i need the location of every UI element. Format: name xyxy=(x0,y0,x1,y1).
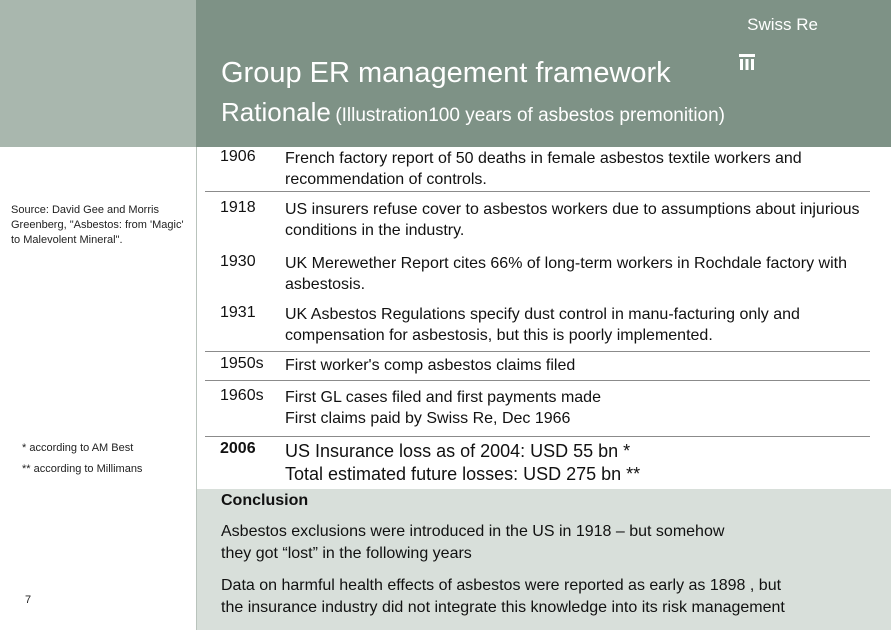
page-title: Group ER management framework xyxy=(221,57,671,89)
timeline-divider xyxy=(205,436,870,437)
conclusion-panel xyxy=(197,489,891,630)
conclusion-heading: Conclusion xyxy=(221,492,309,509)
timeline-text xyxy=(285,387,870,429)
conclusion-line: Data on harmful health effects of asbestos were reported as early as 1898 , but xyxy=(221,577,782,594)
timeline-text-line: Total estimated future losses: USD 275 bn ** xyxy=(285,464,641,484)
conclusion-paragraph-2 xyxy=(221,575,881,619)
source-note: Source: David Gee and Morris Greenberg, "Asbestos: from 'Magic' to Malevolent Mineral". xyxy=(11,204,184,246)
timeline-year: 2006 xyxy=(220,440,256,457)
timeline-text: First worker's comp asbestos claims filed xyxy=(285,357,576,374)
timeline-text-line: US Insurance loss as of 2004: USD 55 bn * xyxy=(285,441,631,461)
conclusion-paragraph-1 xyxy=(221,521,881,565)
brand-name: Swiss Re xyxy=(747,15,818,34)
footnote-am-best: * according to AM Best xyxy=(22,442,134,454)
page-subtitle xyxy=(221,97,725,128)
timeline-divider xyxy=(205,351,870,352)
timeline-year: 1950s xyxy=(220,355,264,372)
timeline-year: 1930 xyxy=(220,253,256,270)
left-header-band xyxy=(0,0,196,147)
timeline-text-line: First GL cases filed and first payments made xyxy=(285,389,601,406)
timeline-text: French factory report of 50 deaths in female asbestos textile workers and recommendation of controls. xyxy=(285,150,802,188)
timeline-text-line: First claims paid by Swiss Re, Dec 1966 xyxy=(285,410,571,427)
timeline-text: UK Merewether Report cites 66% of long-term workers in Rochdale factory with asbestosis. xyxy=(285,255,847,293)
timeline-text: US insurers refuse cover to asbestos workers due to assumptions about injurious conditions in the industry. xyxy=(285,201,860,239)
conclusion-line: they got “lost” in the following years xyxy=(221,545,472,562)
footnote-millimans: ** according to Millimans xyxy=(22,463,143,475)
subtitle-main: Rationale xyxy=(221,97,331,127)
timeline-text xyxy=(285,440,870,486)
timeline-year: 1931 xyxy=(220,304,256,321)
swiss-re-logo-icon xyxy=(739,54,755,70)
conclusion-line: the insurance industry did not integrate this knowledge into its risk management xyxy=(221,599,785,616)
subtitle-detail: (Illustration100 years of asbestos premonition) xyxy=(335,105,726,126)
timeline-year: 1918 xyxy=(220,199,256,216)
timeline-divider xyxy=(205,380,870,381)
timeline-year: 1960s xyxy=(220,387,264,404)
timeline-divider xyxy=(205,191,870,192)
timeline-text: UK Asbestos Regulations specify dust control in manu-facturing only and compensation for asbestosis, but this is poorly implemented. xyxy=(285,306,800,344)
timeline-year: 1906 xyxy=(220,148,256,165)
conclusion-line: Asbestos exclusions were introduced in the US in 1918 – but somehow xyxy=(221,523,725,540)
page-number: 7 xyxy=(25,594,32,606)
